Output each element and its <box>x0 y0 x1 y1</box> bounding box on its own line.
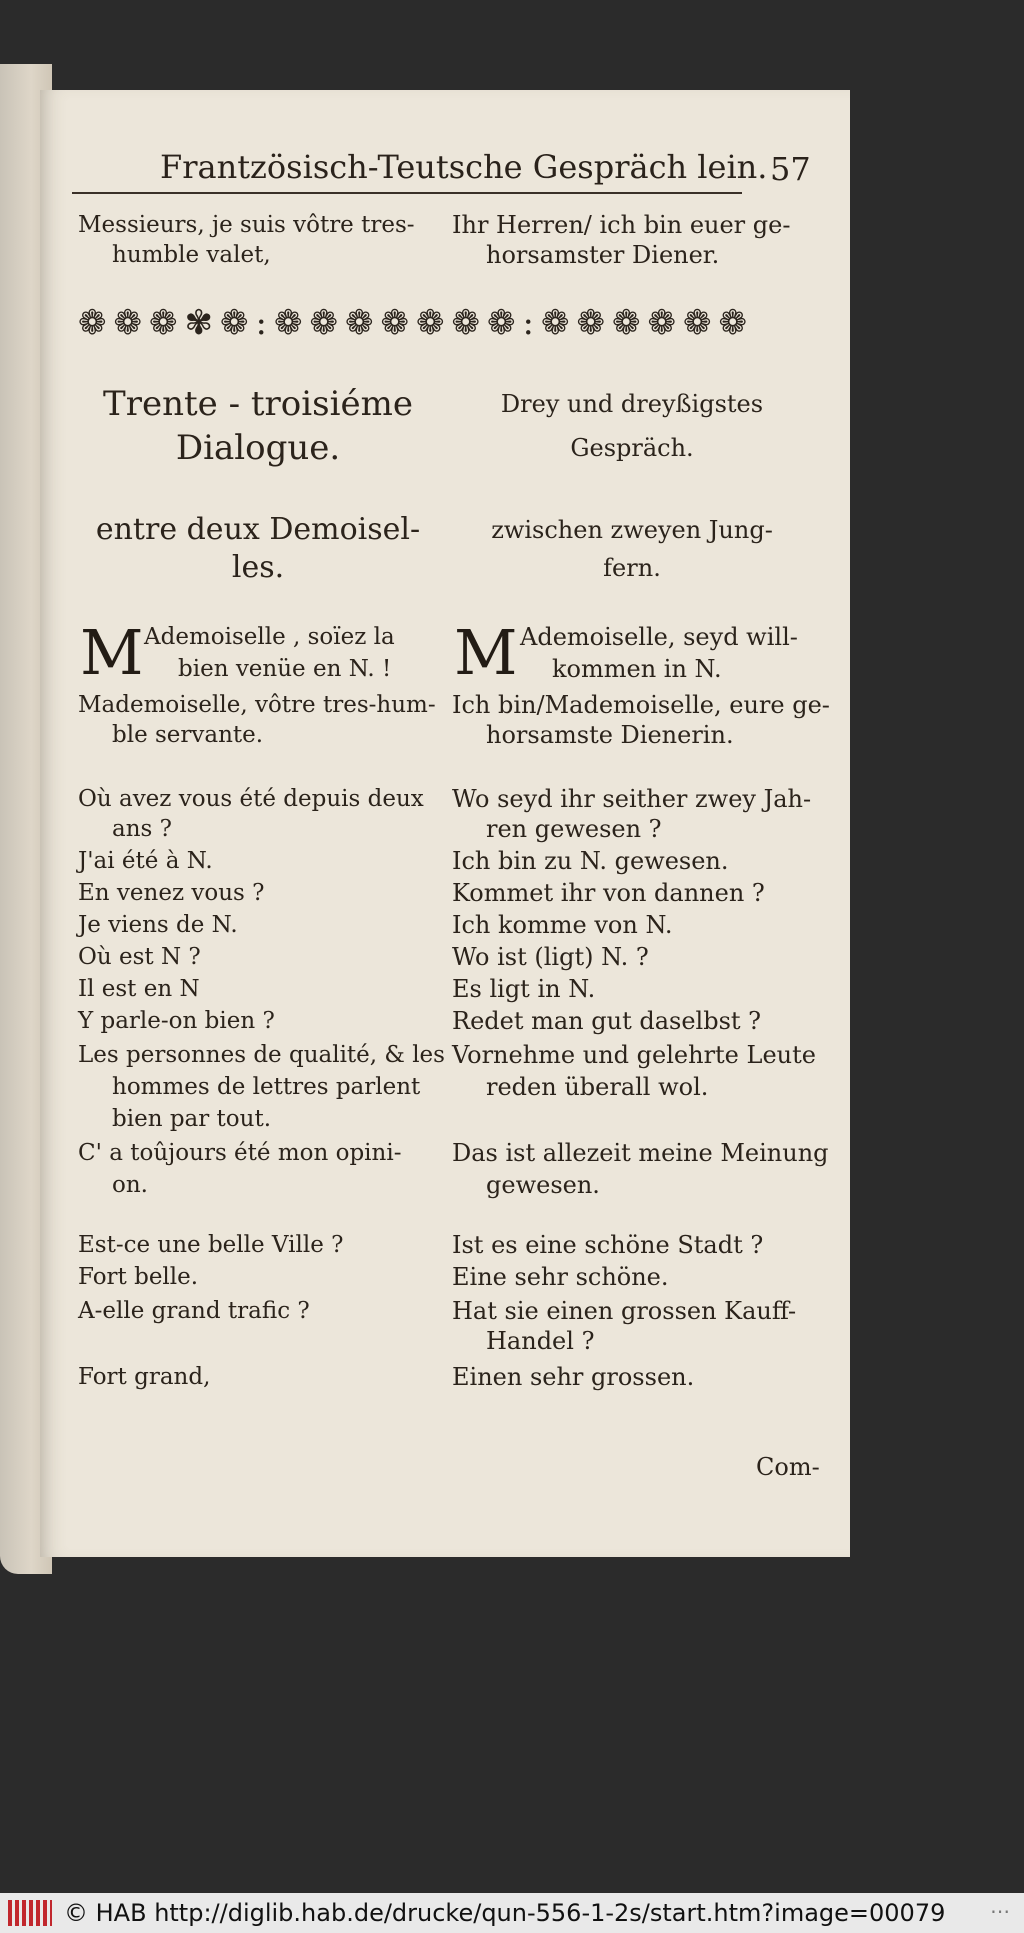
row-4-de: Kommet ihr von dannen ? <box>452 879 765 907</box>
row-10-fr-line-2: on. <box>112 1172 148 1198</box>
row-13-de-line-2: Handel ? <box>486 1327 595 1355</box>
row-10-de-line-1: Das ist allezeit meine Meinung <box>452 1139 829 1167</box>
row-14-fr: Fort grand, <box>78 1364 211 1390</box>
hab-logo-icon <box>8 1900 52 1926</box>
ornament-glyph: ❁ <box>682 303 713 343</box>
row-2-de-line-1: Wo seyd ihr seither zwey Jah- <box>452 785 812 813</box>
subheading-de-line-2: fern. <box>603 554 661 582</box>
row-2-de-line-2: ren gewesen ? <box>486 815 662 843</box>
ornament-glyph: ❁ <box>540 303 571 343</box>
row-6-de: Wo ist (ligt) N. ? <box>452 943 649 971</box>
ornament-glyph: ❁ <box>415 303 446 343</box>
row-12-fr: Fort belle. <box>78 1264 199 1290</box>
ornament-glyph: ❁ <box>576 303 606 343</box>
row-10-fr-line-1: C' a toûjours été mon opini- <box>78 1140 402 1166</box>
page-number: 57 <box>770 150 811 188</box>
ornament-glyph: ❁ <box>113 303 143 343</box>
opening-fr-line-2: bien venüe en N. ! <box>178 656 392 682</box>
row-8-de: Redet man gut daselbst ? <box>452 1007 762 1035</box>
ornament-glyph: ❁ <box>486 303 517 343</box>
row-10-de-line-2: gewesen. <box>486 1171 600 1199</box>
opening-de-line-2: kommen in N. <box>552 655 722 683</box>
row-9-de-line-2: reden überall wol. <box>486 1073 709 1101</box>
row-6-fr: Où est N ? <box>78 944 201 970</box>
row-9-fr-line-2: hommes de lettres parlent <box>112 1074 421 1100</box>
row-11-de: Ist es eine schöne Stadt ? <box>452 1231 764 1259</box>
ornament-glyph: : <box>255 303 268 343</box>
dropcap-french: M <box>80 616 144 689</box>
intro-de-line-1: Ihr Herren/ ich bin euer ge- <box>452 211 791 239</box>
ornament-glyph: : <box>522 303 535 343</box>
row-1-de-line-1: Ich bin/Mademoiselle, eure ge- <box>452 691 830 719</box>
row-9-fr-line-3: bien par tout. <box>112 1106 272 1132</box>
ornament-glyph: ❁ <box>273 303 304 343</box>
row-7-fr: Il est en N <box>78 976 200 1002</box>
row-1-fr-line-1: Mademoiselle, vôtre tres-hum- <box>78 692 436 718</box>
ornament-glyph: ❁ <box>451 303 481 343</box>
row-9-fr-line-1: Les personnes de qualité, & les <box>78 1042 445 1068</box>
row-3-fr: J'ai été à N. <box>78 848 213 874</box>
ornament-glyph: ❁ <box>220 303 250 343</box>
ornament-glyph: ✾ <box>184 303 214 343</box>
attribution-url[interactable]: © HAB http://diglib.hab.de/drucke/qun-556-1-2s/start.htm?image=00079 <box>64 1899 946 1927</box>
head-rule <box>72 192 742 194</box>
ornament-glyph: ❁ <box>78 303 108 343</box>
row-1-de-line-2: horsamste Dienerin. <box>486 721 734 749</box>
heading-fr-line-2: Dialogue. <box>175 428 341 468</box>
intro-fr-line-2: humble valet, <box>112 242 271 268</box>
row-3-de: Ich bin zu N. gewesen. <box>452 847 729 875</box>
row-13-de-line-1: Hat sie einen grossen Kauff- <box>452 1297 797 1325</box>
row-4-fr: En venez vous ? <box>78 880 265 906</box>
row-7-de: Es ligt in N. <box>452 975 596 1003</box>
row-2-fr-line-1: Où avez vous été depuis deux <box>78 786 424 812</box>
running-head: Frantzösisch-Teutsche Gespräch lein. <box>160 148 768 186</box>
intro-de-line-2: horsamster Diener. <box>486 241 720 269</box>
opening-de-line-1: Ademoiselle, seyd will- <box>520 623 798 651</box>
heading-de-line-1: Drey und dreyßigstes <box>500 390 764 418</box>
row-1-fr-line-2: ble servante. <box>112 722 264 748</box>
ornament-glyph: ❁ <box>380 303 410 343</box>
row-8-fr: Y parle-on bien ? <box>78 1008 275 1034</box>
attribution-bar <box>0 1893 1024 1933</box>
row-5-de: Ich komme von N. <box>452 911 673 939</box>
dropcap-german: M <box>454 616 518 689</box>
ornament-glyph: ❁ <box>718 303 748 343</box>
subheading-fr-line-1: entre deux Demoisel- <box>95 512 421 547</box>
row-2-fr-line-2: ans ? <box>112 816 172 842</box>
row-13-fr: A-elle grand trafic ? <box>78 1298 310 1324</box>
subheading-fr-line-2: les. <box>231 550 285 585</box>
catchword: Com- <box>756 1453 820 1481</box>
row-11-fr: Est-ce une belle Ville ? <box>78 1232 344 1258</box>
row-5-fr: Je viens de N. <box>78 912 238 938</box>
more-options-icon[interactable]: ⋯ <box>990 1899 1010 1923</box>
ornament-glyph: ❁ <box>309 303 339 343</box>
ornament-glyph: ❁ <box>611 303 642 343</box>
opening-fr-line-1: Ademoiselle , soïez la <box>144 624 395 650</box>
ornament-band <box>78 303 818 343</box>
row-12-de: Eine sehr schöne. <box>452 1263 669 1291</box>
intro-fr-line-1: Messieurs, je suis vôtre tres- <box>78 212 415 238</box>
row-14-de: Einen sehr grossen. <box>452 1363 695 1391</box>
ornament-glyph: ❁ <box>344 303 375 343</box>
ornament-glyph: ❁ <box>149 303 179 343</box>
row-9-de-line-1: Vornehme und gelehrte Leute <box>452 1041 816 1069</box>
heading-fr-line-1: Trente - troisiéme <box>103 384 413 424</box>
ornament-glyph: ❁ <box>647 303 677 343</box>
heading-de-line-2: Gespräch. <box>570 434 694 462</box>
subheading-de-line-1: zwischen zweyen Jung- <box>491 516 773 544</box>
